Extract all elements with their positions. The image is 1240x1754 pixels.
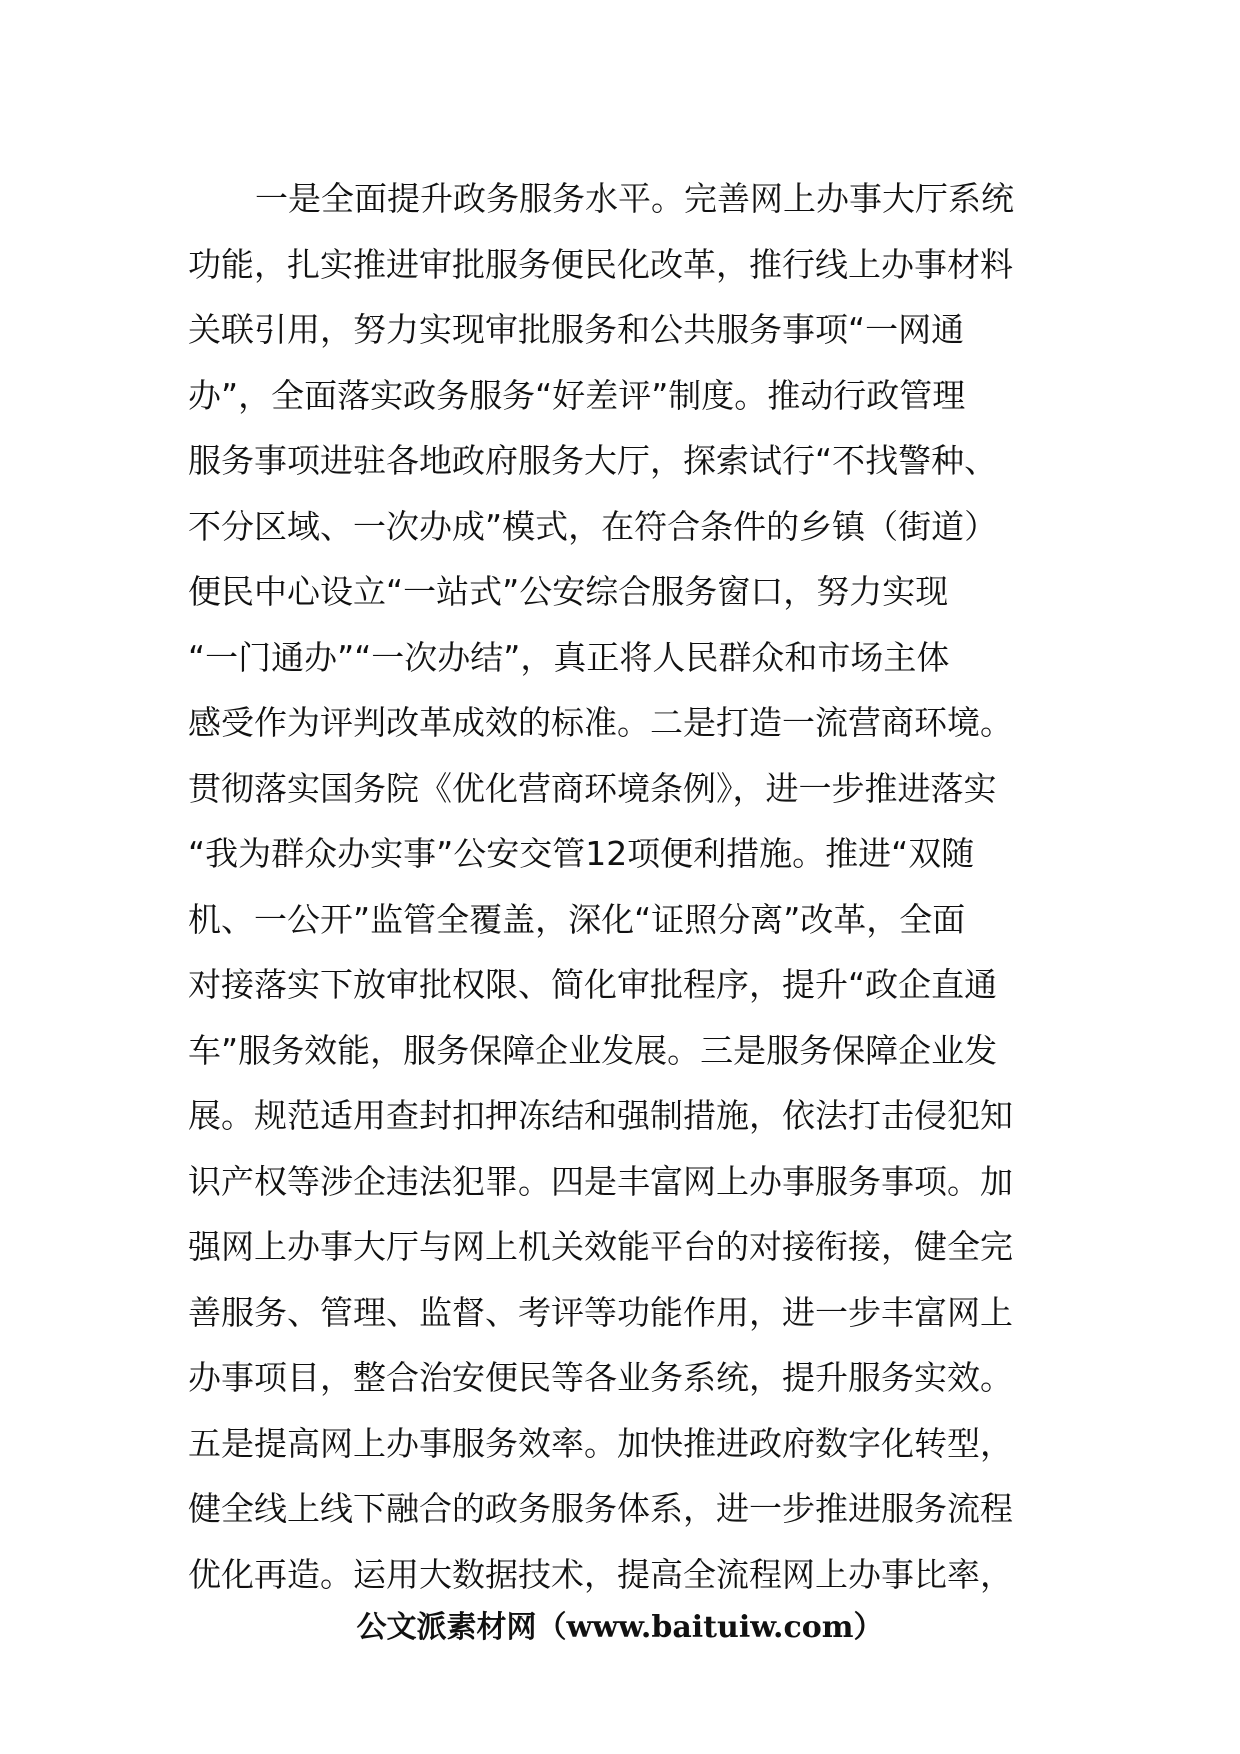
footer-watermark: 公文派素材网（www.baituiw.com） bbox=[356, 1610, 884, 1645]
text-line: 五是提高网上办事服务效率。加快推进政府数字化转型， bbox=[188, 1423, 1013, 1463]
text-line: 办事项目，整合治安便民等各业务系统，提升服务实效。 bbox=[188, 1358, 1013, 1397]
text-line: 展。规范适用查封扣押冻结和强制措施，依法打击侵犯知 bbox=[188, 1096, 1013, 1135]
text-line: 功能，扎实推进审批服务便民化改革，推行线上办事材料 bbox=[188, 244, 1013, 284]
text-line: 健全线上线下融合的政务服务体系，进一步推进服务流程 bbox=[188, 1489, 1013, 1528]
text-line: 一是全面提升政务服务水平。完善网上办事大厅系统 bbox=[255, 179, 1014, 218]
text-line: “我为群众办实事”公安交管12项便利措施。推进“双随 bbox=[188, 834, 975, 873]
text-line: 贯彻落实国务院《优化营商环境条例》，进一步推进落实 bbox=[188, 768, 997, 808]
text-line: 善服务、管理、监督、考评等功能作用，进一步丰富网上 bbox=[188, 1292, 1013, 1332]
text-line: 识产权等涉企违法犯罪。四是丰富网上办事服务事项。加 bbox=[188, 1161, 1013, 1201]
text-line: 不分区域、一次办成”模式，在符合条件的乡镇（街道） bbox=[188, 506, 998, 546]
text-line: 车”服务效能，服务保障企业发展。三是服务保障企业发 bbox=[188, 1030, 998, 1070]
text-line: 强网上办事大厅与网上机关效能平台的对接衔接，健全完 bbox=[188, 1227, 1013, 1266]
document-body bbox=[188, 166, 1068, 1607]
text-line: 机、一公开”监管全覆盖，深化“证照分离”改革，全面 bbox=[188, 899, 966, 939]
text-line: “一门通办”“一次办结”，真正将人民群众和市场主体 bbox=[188, 637, 950, 677]
text-line: 感受作为评判改革成效的标准。二是打造一流营商环境。 bbox=[188, 703, 1013, 742]
text-line: 优化再造。运用大数据技术，提高全流程网上办事比率， bbox=[188, 1554, 1013, 1594]
text-line: 便民中心设立“一站式”公安综合服务窗口，努力实现 bbox=[188, 572, 949, 611]
text-line: 服务事项进驻各地政府服务大厅，探索试行“不找警种、 bbox=[188, 441, 998, 480]
text-line: 关联引用，努力实现审批服务和公共服务事项“一网通 bbox=[188, 310, 965, 349]
text-line: 对接落实下放审批权限、简化审批程序，提升“政企直通 bbox=[188, 965, 998, 1004]
text-line: 办”，全面落实政务服务“好差评”制度。推动行政管理 bbox=[188, 375, 966, 415]
